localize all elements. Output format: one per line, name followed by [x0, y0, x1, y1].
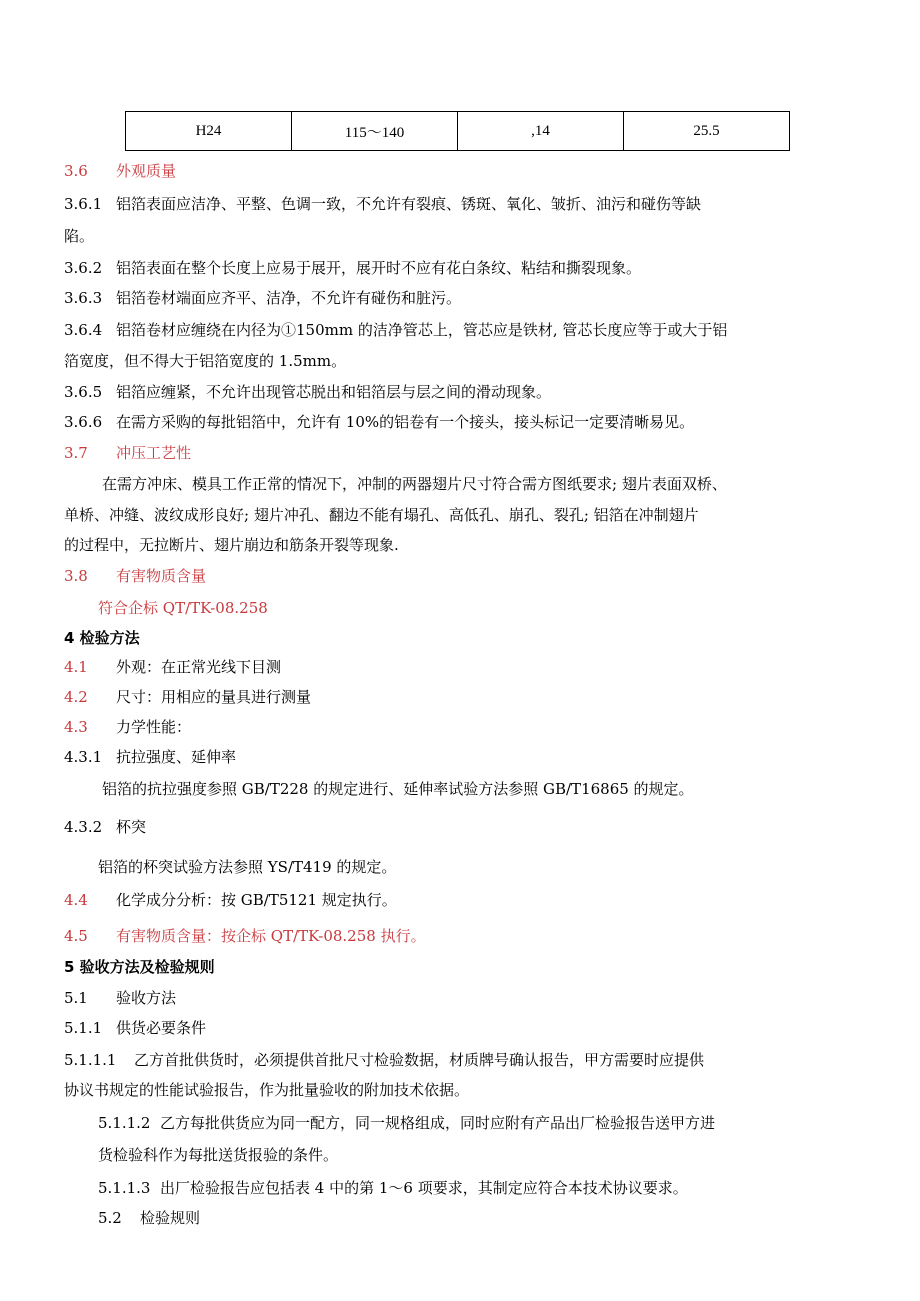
table-cell-value: 25.5	[624, 112, 790, 151]
clause-5-1-1: 5.1.1 供货必要条件	[64, 1019, 207, 1037]
section-5-heading: 5 验收方法及检验规则	[64, 958, 215, 976]
clause-5-1: 5.1 验收方法	[64, 989, 177, 1007]
clause-4-3-1: 4.3.1 抗拉强度、延伸率	[64, 748, 237, 766]
section-3-8-body: 符合企标 QT/TK-08.258	[98, 599, 268, 617]
clause-5-1-1-2: 5.1.1.2 乙方每批供货应为同一配方，同一规格组成，同时应附有产品出厂检验报告送甲方进	[98, 1114, 716, 1132]
paragraph-3-7-line-2: 单桥、冲缝、波纹成形良好; 翅片冲孔、翻边不能有塌孔、高低孔、崩孔、裂孔; 铝箔在冲制翅片	[64, 506, 699, 524]
clause-3-6-1-cont: 陷。	[64, 227, 95, 245]
clause-4-5: 4.5 有害物质含量：按企标 QT/TK-08.258 执行。	[64, 927, 426, 945]
clause-3-6-6: 3.6.6 在需方采购的每批铝箔中，允许有 10%的铝卷有一个接头，接头标记一定要清晰易见。	[64, 413, 695, 431]
section-3-8-heading: 3.8 有害物质含量	[64, 567, 207, 585]
clause-3-6-2: 3.6.2 铝箔表面在整个长度上应易于展开，展开时不应有花白条纹、粘结和撕裂现象。	[64, 259, 642, 277]
table-cell-temper: H24	[126, 112, 292, 151]
clause-4-4: 4.4 化学成分分析：按 GB/T5121 规定执行。	[64, 891, 397, 909]
section-3-7-heading: 3.7 冲压工艺性	[64, 444, 192, 462]
clause-3-6-4: 3.6.4 铝箔卷材应缠绕在内径为①150mm 的洁净管芯上，管芯应是铁材, 管芯长度应等于或大于铝	[64, 321, 728, 339]
clause-4-3-2: 4.3.2 杯突	[64, 818, 147, 836]
paragraph-3-7-line-1: 在需方冲床、模具工作正常的情况下，冲制的两器翅片尺寸符合需方图纸要求; 翅片表面双桥、	[102, 475, 727, 493]
clause-3-6-1: 3.6.1 铝箔表面应洁净、平整、色调一致，不允许有裂痕、锈斑、氧化、皱折、油污和碰伤等缺	[64, 195, 702, 213]
clause-5-1-1-1-cont: 协议书规定的性能试验报告，作为批量验收的附加技术依据。	[64, 1081, 470, 1099]
clause-4-3-1-body: 铝箔的抗拉强度参照 GB/T228 的规定进行、延伸率试验方法参照 GB/T16865 的规定。	[102, 780, 694, 798]
section-3-6-heading: 3.6 外观质量	[64, 162, 177, 180]
clause-5-2: 5.2 检验规则	[98, 1209, 201, 1227]
spec-table	[125, 111, 790, 151]
clause-4-2: 4.2 尺寸：用相应的量具进行测量	[64, 688, 312, 706]
table-row	[126, 112, 790, 151]
clause-4-1: 4.1 外观：在正常光线下目测	[64, 658, 282, 676]
clause-3-6-3: 3.6.3 铝箔卷材端面应齐平、洁净，不允许有碰伤和脏污。	[64, 289, 462, 307]
clause-5-1-1-3: 5.1.1.3 出厂检验报告应包括表 4 中的第 1～6 项要求，其制定应符合本技术协议要求。	[98, 1179, 688, 1197]
paragraph-3-7-line-3: 的过程中，无拉断片、翅片崩边和筋条开裂等现象.	[64, 536, 399, 554]
clause-4-3-2-body: 铝箔的杯突试验方法参照 YS/T419 的规定。	[98, 858, 397, 876]
clause-5-1-1-2-cont: 货检验科作为每批送货报验的条件。	[98, 1146, 339, 1164]
clause-3-6-4-cont: 箔宽度，但不得大于铝箔宽度的 1.5mm。	[64, 352, 347, 370]
clause-5-1-1-1: 5.1.1.1 乙方首批供货时，必须提供首批尺寸检验数据，材质牌号确认报告，甲方需要时应提供	[64, 1051, 705, 1069]
clause-3-6-5: 3.6.5 铝箔应缠紧，不允许出现管芯脱出和铝箔层与层之间的滑动现象。	[64, 383, 552, 401]
section-4-heading: 4 检验方法	[64, 629, 140, 647]
table-cell-range: 115～140	[292, 112, 458, 151]
table-cell-value: ,14	[458, 112, 624, 151]
clause-4-3: 4.3 力学性能：	[64, 718, 192, 736]
